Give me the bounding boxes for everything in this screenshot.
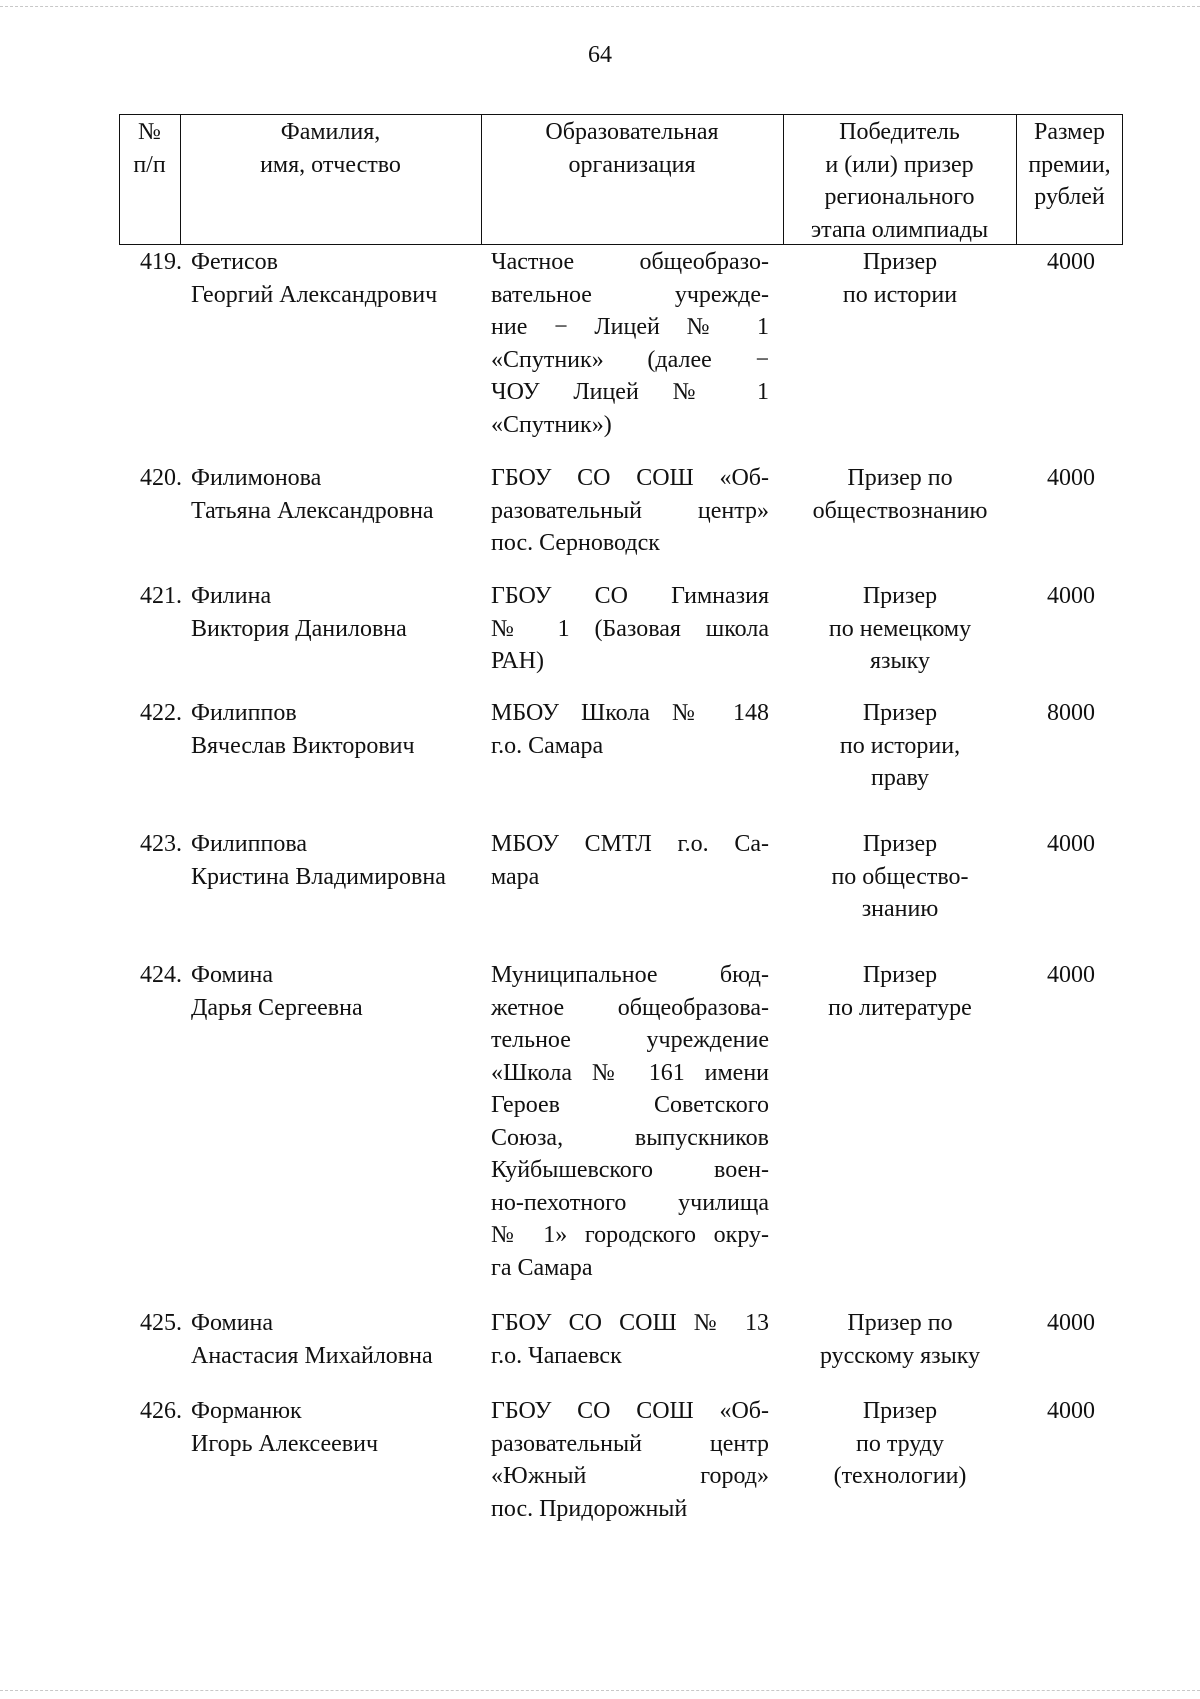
org-line: г.о. Чапаевск	[491, 1342, 622, 1369]
prize-line: Призер	[862, 962, 938, 988]
org-line: МБОУ Школа № 148	[491, 700, 769, 726]
org-line: Куйбышевского воен-	[491, 1157, 769, 1183]
row-number: 425.	[140, 1310, 182, 1336]
row-organization	[491, 580, 769, 678]
row-number: 423.	[140, 831, 182, 857]
given-names: Вячеслав Викторович	[191, 732, 415, 759]
row-number: 419.	[140, 249, 182, 275]
org-line: ЧОУ Лицей № 1	[491, 379, 769, 405]
prize-line: по труду	[855, 1430, 944, 1457]
org-line: пос. Придорожный	[491, 1495, 688, 1522]
org-line: № 1 (Базовая школа	[491, 615, 769, 642]
header-prize	[783, 116, 1016, 246]
row-number: 426.	[140, 1398, 182, 1424]
header-amount-line: премии,	[1028, 151, 1111, 178]
org-line: разовательный центр»	[491, 497, 769, 524]
given-names: Анастасия Михайловна	[191, 1342, 433, 1369]
header-name-line: имя, отчество	[260, 151, 401, 178]
scan-edge-top	[0, 6, 1200, 7]
given-names: Татьяна Александровна	[191, 497, 434, 524]
row-amount: 4000	[1047, 1398, 1095, 1424]
row-amount: 4000	[1047, 583, 1095, 609]
row-name	[191, 1307, 481, 1372]
given-names: Кристина Владимировна	[191, 863, 446, 890]
header-name	[180, 116, 481, 181]
row-prize	[785, 246, 1015, 311]
org-line: Героев Советского	[491, 1092, 769, 1118]
row-organization	[491, 828, 769, 893]
page-number: 64	[588, 42, 612, 68]
row-amount: 8000	[1047, 700, 1095, 726]
row-organization	[491, 246, 769, 441]
header-num-line: п/п	[133, 151, 166, 178]
row-prize	[785, 462, 1015, 527]
row-organization	[491, 697, 769, 762]
org-line: вательное учрежде-	[491, 281, 769, 308]
row-name	[191, 828, 481, 893]
header-prize-line: и (или) призер	[825, 151, 974, 178]
prize-line: по общество-	[831, 863, 969, 890]
surname: Филина	[191, 583, 272, 609]
row-amount: 4000	[1047, 1310, 1095, 1336]
row-organization	[491, 959, 769, 1284]
row-prize	[785, 1307, 1015, 1372]
scan-edge-bottom	[0, 1690, 1200, 1691]
org-line: мара	[491, 863, 540, 890]
surname: Фомина	[191, 1310, 274, 1336]
org-line: но-пехотного училища	[491, 1189, 769, 1216]
prize-line: по истории	[842, 281, 958, 308]
org-line: «Южный город»	[491, 1463, 769, 1489]
prize-line: знанию	[861, 896, 939, 922]
row-prize	[785, 1395, 1015, 1493]
prize-line: русскому языку	[819, 1342, 981, 1369]
prize-line: Призер по	[847, 465, 953, 491]
org-line: Муниципальное бюд-	[491, 962, 769, 988]
row-name	[191, 959, 481, 1024]
row-name	[191, 246, 481, 311]
org-line: Союза, выпускников	[491, 1124, 769, 1151]
given-names: Игорь Алексеевич	[191, 1430, 379, 1457]
org-line: жетное общеобразова-	[491, 994, 769, 1021]
row-amount: 4000	[1047, 249, 1095, 275]
row-prize	[785, 959, 1015, 1024]
org-line: г.о. Самара	[491, 732, 604, 759]
row-name	[191, 580, 481, 645]
org-line: ние − Лицей № 1	[491, 314, 769, 340]
surname: Филиппов	[191, 700, 297, 726]
org-line: Частное общеобразо-	[491, 249, 769, 275]
prize-line: Призер	[862, 249, 938, 275]
prize-line: обществознанию	[812, 497, 988, 524]
row-name	[191, 462, 481, 527]
surname: Фетисов	[191, 249, 278, 275]
row-prize	[785, 828, 1015, 926]
surname: Фомина	[191, 962, 274, 988]
org-line: га Самара	[491, 1254, 593, 1281]
org-line: пос. Серноводск	[491, 530, 660, 556]
prize-line: праву	[870, 765, 929, 791]
row-organization	[491, 1307, 769, 1372]
header-num	[119, 116, 180, 181]
header-org	[481, 116, 783, 181]
prize-line: по литературе	[828, 994, 972, 1021]
org-line: тельное учреждение	[491, 1027, 769, 1053]
header-org-line: Образовательная	[545, 119, 719, 145]
given-names: Виктория Даниловна	[191, 615, 407, 642]
row-number: 420.	[140, 465, 182, 491]
row-amount: 4000	[1047, 831, 1095, 857]
org-line: разовательный центр	[491, 1430, 769, 1457]
org-line: ГБОУ СО Гимназия	[491, 583, 769, 609]
row-name	[191, 1395, 481, 1460]
given-names: Дарья Сергеевна	[191, 994, 363, 1021]
header-org-line: организация	[568, 151, 696, 178]
prize-line: Призер по	[847, 1310, 953, 1336]
header-name-line: Фамилия,	[280, 119, 381, 145]
header-amount-line: Размер	[1034, 119, 1105, 145]
header-prize-line: этапа олимпиады	[810, 216, 989, 243]
row-organization	[491, 462, 769, 560]
org-line: ГБОУ СО СОШ «Об-	[491, 465, 769, 491]
row-name	[191, 697, 481, 762]
org-line: РАН)	[491, 648, 544, 674]
prize-line: (технологии)	[833, 1463, 967, 1489]
header-amount-line: рублей	[1034, 184, 1105, 210]
prize-line: Призер	[862, 1398, 938, 1424]
row-number: 421.	[140, 583, 182, 609]
row-number: 424.	[140, 962, 182, 988]
row-prize	[785, 697, 1015, 795]
prize-line: Призер	[862, 700, 938, 726]
row-amount: 4000	[1047, 465, 1095, 491]
given-names: Георгий Александрович	[191, 281, 438, 308]
row-prize	[785, 580, 1015, 678]
row-number: 422.	[140, 700, 182, 726]
header-amount	[1016, 116, 1123, 214]
org-line: «Школа № 161 имени	[491, 1059, 769, 1086]
org-line: МБОУ СМТЛ г.о. Са-	[491, 831, 769, 857]
surname: Филимонова	[191, 465, 322, 491]
org-line: «Спутник»)	[491, 411, 612, 438]
prize-line: языку	[870, 648, 930, 674]
prize-line: Призер	[862, 831, 938, 857]
header-prize-line: Победитель	[839, 119, 960, 145]
row-amount: 4000	[1047, 962, 1095, 988]
org-line: № 1» городского окру-	[491, 1222, 769, 1248]
header-prize-line: регионального	[824, 184, 975, 210]
org-line: ГБОУ СО СОШ № 13	[491, 1310, 769, 1336]
org-line: «Спутник» (далее −	[491, 346, 769, 373]
prize-line: Призер	[862, 583, 938, 609]
prize-line: по немецкому	[828, 615, 972, 642]
header-num-line: №	[138, 119, 161, 145]
prize-line: по истории,	[839, 732, 961, 759]
row-organization	[491, 1395, 769, 1525]
org-line: ГБОУ СО СОШ «Об-	[491, 1398, 769, 1424]
surname: Форманюк	[191, 1398, 302, 1424]
surname: Филиппова	[191, 831, 307, 857]
